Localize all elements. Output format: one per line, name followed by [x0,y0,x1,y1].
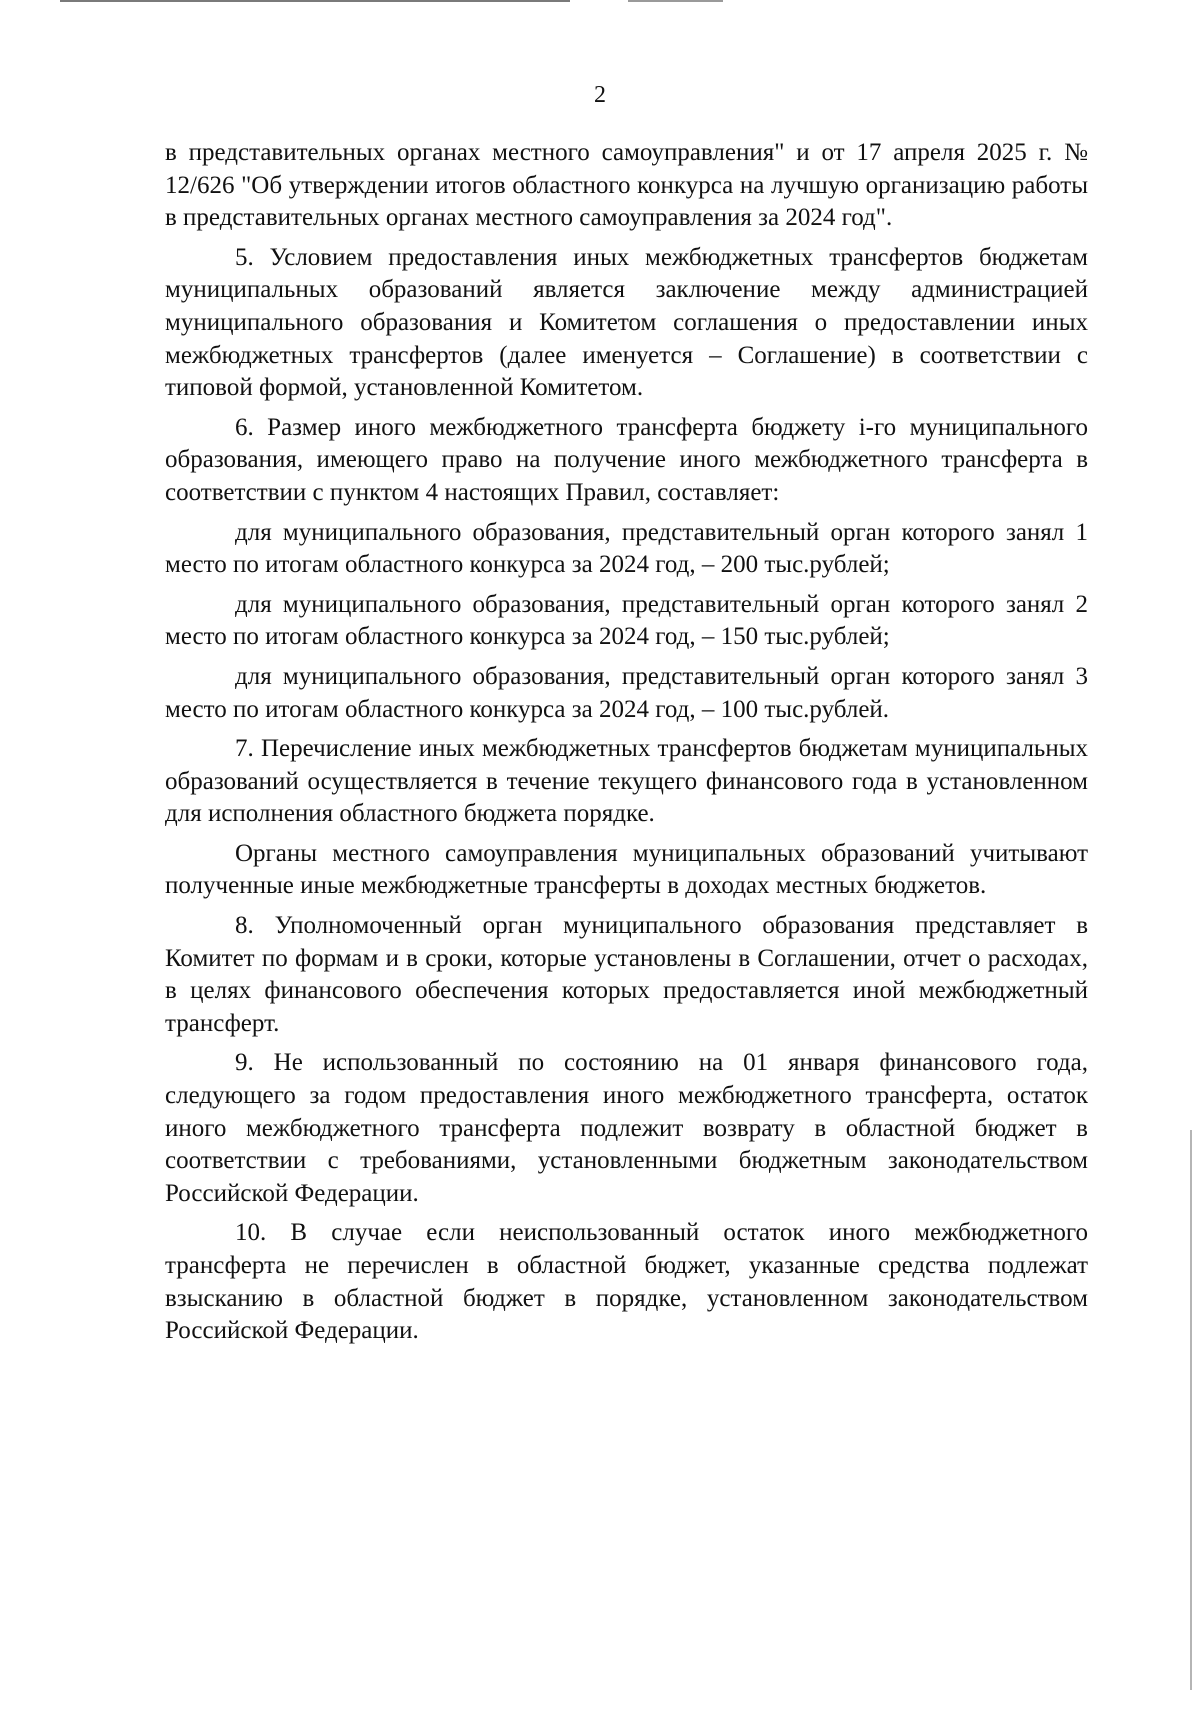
paragraph-place-2: для муниципального образования, представительный орган которого занял 2 место по итогам областного конкурса за 2024 год, – 150 тыс.рублей; [165,590,1088,651]
scan-artifact-top-line-short [628,0,723,2]
paragraph-item-7: 7. Перечисление иных межбюджетных трансфертов бюджетам муниципальных образований осуществляется в течение текущего финансового года в установленном для исполнения областного бюджета порядке. [165,735,1088,828]
paragraph-item-10: 10. В случае если неиспользованный остаток иного межбюджетного трансферта не перечислен в областной бюджет, указанные средства подлежат взысканию в областной бюджет в порядке, установленном законодательством Российской Федерации. [165,1219,1088,1345]
paragraph-place-1: для муниципального образования, представительный орган которого занял 1 место по итогам областного конкурса за 2024 год, – 200 тыс.рублей; [165,518,1088,579]
scan-artifact-right-edge [1190,1130,1192,1690]
paragraph-item-9: 9. Не использованный по состоянию на 01 января финансового года, следующего за годом предоставления иного межбюджетного трансферта, остаток иного межбюджетного трансферта подлежит возврату в областной бюджет в соответствии с требованиями, установленными бюджетным законодательством Российской Федерации. [165,1049,1088,1207]
document-body [165,137,1088,1348]
paragraph-continuation: в представительных органах местного самоуправления" и от 17 апреля 2025 г. № 12/626 "Об утверждении итогов областного конкурса на лучшую организацию работы в представительных органах местного самоуправления за 2024 год". [165,139,1088,232]
paragraph-item-7-note: Органы местного самоуправления муниципальных образований учитывают полученные иные межбюджетные трансферты в доходах местных бюджетов. [165,839,1088,900]
paragraph-item-6: 6. Размер иного межбюджетного трансферта бюджету i-го муниципального образования, имеющего право на получение иного межбюджетного трансферта в соответствии с пунктом 4 настоящих Правил, составляет: [165,413,1088,506]
paragraph-item-8: 8. Уполномоченный орган муниципального образования представляет в Комитет по формам и в сроки, которые установлены в Соглашении, отчет о расходах, в целях финансового обеспечения которых предоставляется иной межбюджетный трансферт. [165,912,1088,1037]
paragraph-place-3: для муниципального образования, представительный орган которого занял 3 место по итогам областного конкурса за 2024 год, – 100 тыс.рублей. [165,662,1088,723]
scan-artifact-top-line [60,0,570,2]
page-number: 2 [594,82,606,108]
paragraph-item-5: 5. Условием предоставления иных межбюджетных трансфертов бюджетам муниципальных образований является заключение между администрацией муниципального образования и Комитетом соглашения о предоставлении иных межбюджетных трансфертов (далее именуется – Соглашение) в соответствии с типовой формой, установленной Комитетом. [165,243,1088,402]
